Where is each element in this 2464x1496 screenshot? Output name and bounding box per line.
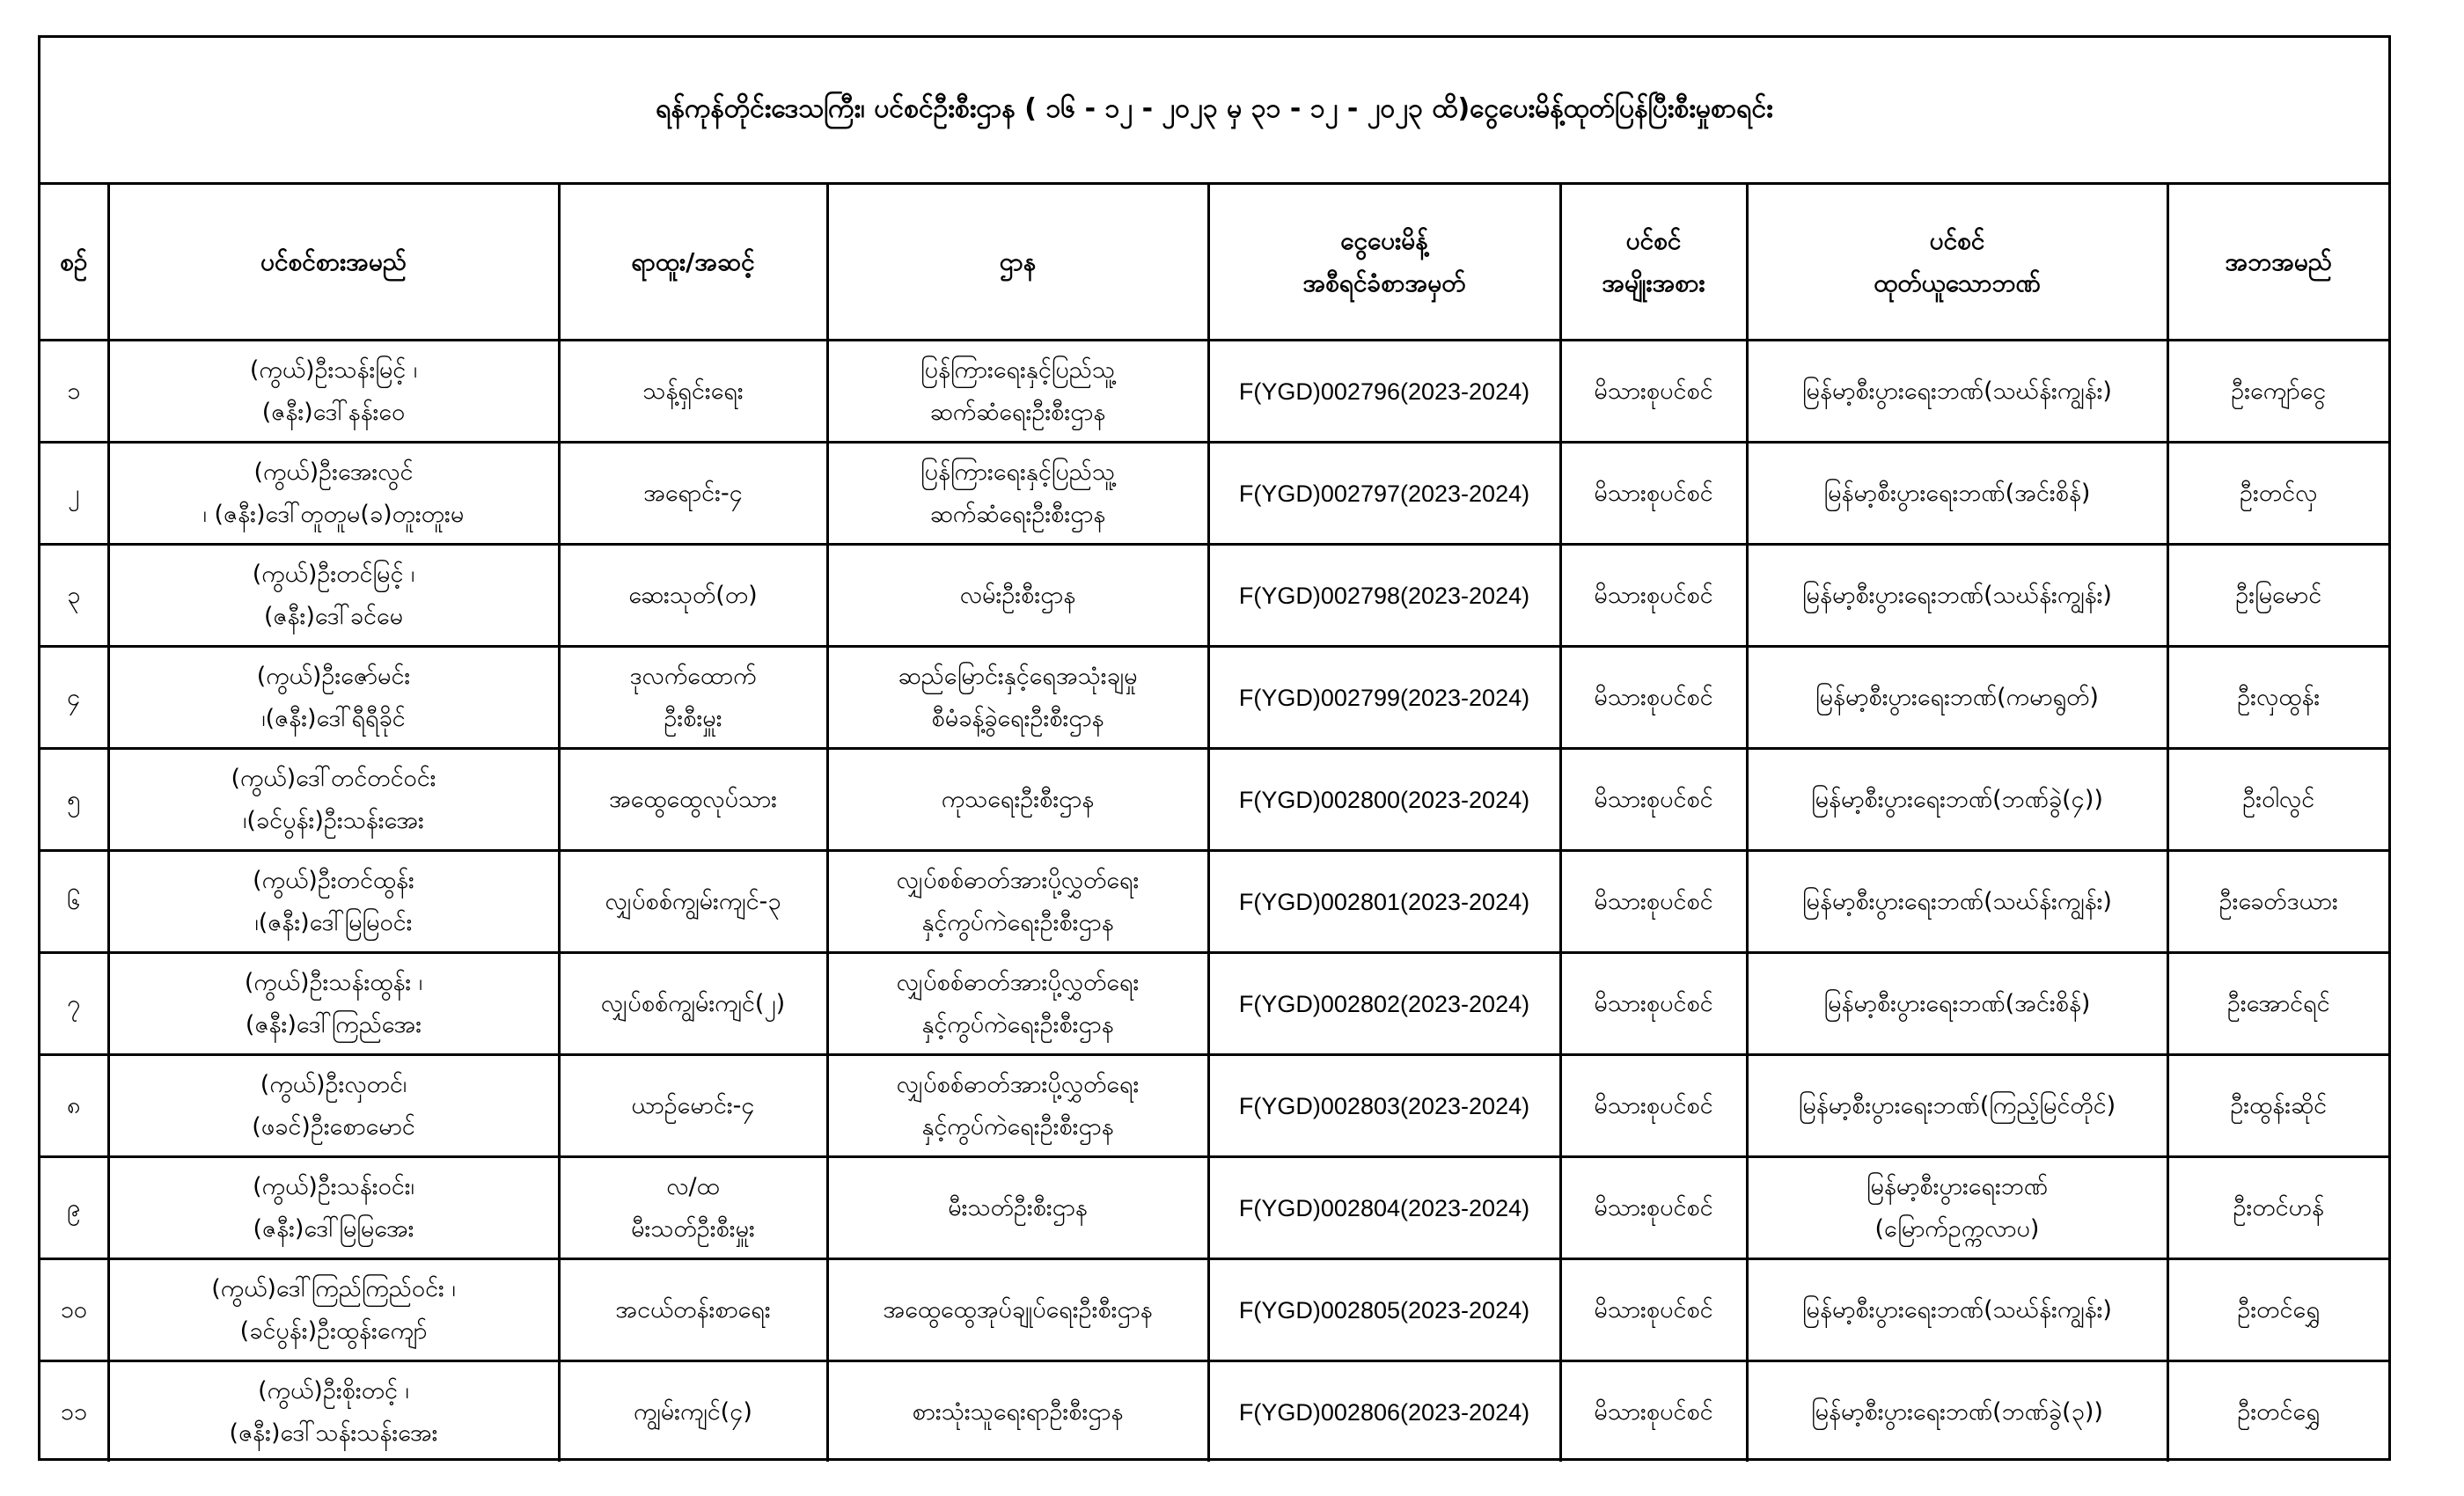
- row-no: ၇: [67, 989, 81, 1017]
- rank-line1: သန့်ရှင်းရေး: [642, 377, 744, 405]
- pensioner-name-line2: (ဇနီး)ဒေါ်နန်းဝေ: [261, 398, 406, 426]
- bank-line1: မြန်မာ့စီးပွားရေးဘဏ်(သဃ်န်းကျွန်း): [1802, 377, 2112, 405]
- header-permit: [1208, 185, 1560, 341]
- row-no-cell: [40, 749, 108, 851]
- pensioner-name-line2: ၊(ဇနီး)ဒေါ်မြမြဝင်း: [254, 908, 413, 936]
- row-no-cell: [40, 1361, 108, 1463]
- bank-cell: [1747, 851, 2167, 953]
- bank-line1: မြန်မာ့စီးပွားရေးဘဏ်: [1866, 1172, 2049, 1200]
- permit-number: F(YGD)002802(2023-2024): [1238, 990, 1530, 1017]
- row-no-cell: [40, 953, 108, 1055]
- table-row: [40, 851, 2388, 953]
- department-line1: မီးသတ်ဦးစီးဌာန: [948, 1193, 1088, 1221]
- father-name: ဦးကျော်ငွေ: [2231, 377, 2327, 405]
- pensioner-name-cell: [108, 1055, 559, 1157]
- pensioner-name-line2: (ဇနီး)ဒေါ်မြမြအေး: [253, 1214, 414, 1243]
- pensioner-name-line2: ၊ (ဇနီး)ဒေါ်တူတူမ(ခ)တူးတူးမ: [202, 500, 465, 528]
- rank-line2: မီးသတ်ဦးစီးမှူး: [631, 1214, 755, 1243]
- bank-cell: [1747, 1157, 2167, 1259]
- header-type: [1560, 185, 1747, 341]
- department-line2: နှင့်ကွပ်ကဲရေးဦးစီးဌာန: [921, 908, 1114, 936]
- pension-type: မိသားစုပင်စင်: [1594, 377, 1713, 405]
- rank-cell: [559, 851, 827, 953]
- bank-cell: [1747, 647, 2167, 749]
- pensioner-name-cell: [108, 1259, 559, 1361]
- permit-number: F(YGD)002806(2023-2024): [1238, 1398, 1530, 1426]
- permit-number: F(YGD)002796(2023-2024): [1238, 378, 1530, 405]
- department-line2: စီမံခန့်ခွဲရေးဦးစီးဌာန: [931, 704, 1104, 732]
- department-line1: လျှပ်စစ်ဓာတ်အားပို့လွှတ်ရေး: [896, 1070, 1140, 1098]
- permit-cell: [1208, 341, 1560, 443]
- row-no: ၂: [68, 479, 80, 507]
- rank-cell: [559, 1361, 827, 1463]
- pension-type: မိသားစုပင်စင်: [1594, 1295, 1713, 1324]
- department-cell: [827, 443, 1208, 545]
- pension-type-cell: [1560, 953, 1747, 1055]
- permit-number: F(YGD)002805(2023-2024): [1238, 1296, 1530, 1324]
- bank-line1: မြန်မာ့စီးပွားရေးဘဏ်(ဘဏ်ခွဲ(၄)): [1811, 785, 2103, 813]
- table-row: [40, 1361, 2388, 1463]
- permit-number: F(YGD)002803(2023-2024): [1238, 1092, 1530, 1119]
- rank-line1: ကျွမ်းကျင်(၄): [634, 1397, 752, 1426]
- rank-line1: လ/ထ: [666, 1172, 720, 1200]
- rank-line1: အငယ်တန်းစာရေး: [615, 1295, 771, 1324]
- pension-type: မိသားစုပင်စင်: [1594, 989, 1713, 1017]
- pensioner-name-line2: (ဇနီး)ဒေါ်ကြည်အေး: [245, 1010, 422, 1038]
- row-no-cell: [40, 1157, 108, 1259]
- row-no: ၅: [67, 785, 81, 813]
- table-row: [40, 749, 2388, 851]
- department-line1: ကုသရေးဦးစီးဌာန: [941, 785, 1095, 813]
- pension-type: မိသားစုပင်စင်: [1594, 1193, 1713, 1221]
- rank-line2: ဦးစီးမှူး: [664, 704, 722, 732]
- father-name: ဦးဝါလွင်: [2242, 785, 2315, 813]
- permit-number: F(YGD)002800(2023-2024): [1238, 786, 1530, 813]
- row-no-cell: [40, 341, 108, 443]
- bank-line1: မြန်မာ့စီးပွားရေးဘဏ်(ဘဏ်ခွဲ(၃)): [1811, 1397, 2103, 1426]
- pension-type: မိသားစုပင်စင်: [1594, 581, 1713, 609]
- rank-cell: [559, 341, 827, 443]
- father-name: ဦးလှထွန်း: [2237, 683, 2321, 711]
- rank-line1: ဆေးသုတ်(တ): [628, 581, 758, 609]
- pension-type-cell: [1560, 1157, 1747, 1259]
- header-father: အဘအမည်: [2167, 185, 2388, 341]
- pensioner-name-line1: (ကွယ်)ဦးဇော်မင်း: [256, 662, 411, 690]
- rank-cell: [559, 647, 827, 749]
- department-cell: [827, 545, 1208, 647]
- header-permit-line2: အစီရင်ခံစာအမှတ်: [1302, 268, 1466, 297]
- report-title: ရန်ကုန်တိုင်းဒေသကြီး၊ ပင်စင်ဦးစီးဌာန ( ၁၆ - ၁၂ - ၂၀၂၃ မှ ၃၁ - ၁၂ - ၂၀၂၃ ထိ)ငွေပေးမိန့်ထုတ်ပြန်ပြီးစီးမှုစာရင်း: [40, 38, 2388, 185]
- bank-line1: မြန်မာ့စီးပွားရေးဘဏ်(သဃ်န်းကျွန်း): [1802, 1295, 2112, 1324]
- department-line1: လမ်းဦးစီးဌာန: [959, 581, 1076, 609]
- row-no: ၃: [67, 581, 81, 609]
- rank-cell: [559, 443, 827, 545]
- father-name-cell: [2167, 953, 2388, 1055]
- father-name: ဦးတင်ရွှေ: [2237, 1295, 2321, 1324]
- table-row: [40, 1157, 2388, 1259]
- row-no: ၁၀: [60, 1295, 87, 1324]
- permit-number: F(YGD)002797(2023-2024): [1238, 480, 1530, 507]
- permit-cell: [1208, 851, 1560, 953]
- father-name: ဦးထွန်းဆိုင်: [2230, 1091, 2328, 1119]
- row-no: ၈: [67, 1091, 81, 1119]
- permit-number: F(YGD)002804(2023-2024): [1238, 1194, 1530, 1221]
- header-type-line2: အမျိုးအစား: [1602, 268, 1705, 297]
- pensioner-name-cell: [108, 545, 559, 647]
- bank-line1: မြန်မာ့စီးပွားရေးဘဏ်(အင်းစိန်): [1823, 479, 2091, 507]
- bank-cell: [1747, 1259, 2167, 1361]
- pensioner-name-cell: [108, 1361, 559, 1463]
- table-row: [40, 953, 2388, 1055]
- father-name-cell: [2167, 1055, 2388, 1157]
- pension-type: မိသားစုပင်စင်: [1594, 785, 1713, 813]
- pensioner-name-line1: (ကွယ်)ဦးသန်းဝင်း၊: [253, 1172, 414, 1200]
- father-name-cell: [2167, 1361, 2388, 1463]
- department-cell: [827, 647, 1208, 749]
- department-cell: [827, 1259, 1208, 1361]
- permit-cell: [1208, 1361, 1560, 1463]
- bank-line1: မြန်မာ့စီးပွားရေးဘဏ်(အင်းစိန်): [1823, 989, 2091, 1017]
- bank-cell: [1747, 545, 2167, 647]
- bank-line1: မြန်မာ့စီးပွားရေးဘဏ်(ကြည့်မြင်တိုင်): [1798, 1091, 2116, 1119]
- pensioner-name-line1: (ကွယ်)ဦးတင်ထွန်း: [253, 866, 414, 894]
- department-line1: ပြန်ကြားရေးနှင့်ပြည်သူ့: [920, 356, 1115, 384]
- row-no-cell: [40, 1055, 108, 1157]
- father-name-cell: [2167, 1259, 2388, 1361]
- pensioner-name-cell: [108, 443, 559, 545]
- row-no-cell: [40, 443, 108, 545]
- header-rank: ရာထူး/အဆင့်: [559, 185, 827, 341]
- rank-line1: ဒုလက်ထောက်: [629, 662, 757, 690]
- rank-cell: [559, 1055, 827, 1157]
- pension-report-sheet: [38, 35, 2391, 1461]
- row-no-cell: [40, 647, 108, 749]
- permit-cell: [1208, 647, 1560, 749]
- row-no: ၁၁: [60, 1397, 87, 1426]
- pensioner-name-line2: (ဇနီး)ဒေါ်သန်းသန်းအေး: [229, 1419, 438, 1447]
- department-line2: ဆက်ဆံရေးဦးစီးဌာန: [929, 500, 1106, 528]
- father-name-cell: [2167, 545, 2388, 647]
- department-cell: [827, 851, 1208, 953]
- header-type-line1: ပင်စင်: [1625, 225, 1682, 255]
- permit-number: F(YGD)002798(2023-2024): [1238, 582, 1530, 609]
- pensioner-name-line2: ၊(ခင်ပွန်း)ဦးသန်းအေး: [243, 806, 424, 834]
- rank-line1: လျှပ်စစ်ကျွမ်းကျင်-၃: [605, 887, 781, 915]
- bank-line2: (မြောက်ဥက္ကလာပ): [1874, 1214, 2040, 1243]
- department-line1: ဆည်မြောင်းနှင့်ရေအသုံးချမှု: [898, 662, 1138, 690]
- department-line1: အထွေထွေအုပ်ချုပ်ရေးဦးစီးဌာန: [883, 1295, 1153, 1324]
- pension-type-cell: [1560, 1361, 1747, 1463]
- table-header-row: [40, 185, 2388, 341]
- table-row: [40, 341, 2388, 443]
- permit-cell: [1208, 1055, 1560, 1157]
- row-no: ၆: [67, 887, 81, 915]
- header-bank-line2: ထုတ်ယူသောဘဏ်: [1874, 268, 2041, 297]
- header-bank: [1747, 185, 2167, 341]
- department-line2: ဆက်ဆံရေးဦးစီးဌာန: [929, 398, 1106, 426]
- department-cell: [827, 341, 1208, 443]
- permit-cell: [1208, 1157, 1560, 1259]
- father-name-cell: [2167, 341, 2388, 443]
- rank-cell: [559, 953, 827, 1055]
- pensioner-name-line2: (ခင်ပွန်း)ဦးထွန်းကျော်: [239, 1316, 428, 1345]
- father-name-cell: [2167, 443, 2388, 545]
- rank-cell: [559, 1157, 827, 1259]
- pensioner-name-line1: (ကွယ်)ဦးသန်းထွန်း ၊: [244, 968, 423, 996]
- pension-type-cell: [1560, 1055, 1747, 1157]
- rank-cell: [559, 1259, 827, 1361]
- pension-type-cell: [1560, 1259, 1747, 1361]
- pensioner-name-line1: (ကွယ်)ဦးသန်းမြင့် ၊: [249, 356, 418, 384]
- permit-cell: [1208, 749, 1560, 851]
- permit-cell: [1208, 443, 1560, 545]
- department-line1: လျှပ်စစ်ဓာတ်အားပို့လွှတ်ရေး: [896, 866, 1140, 894]
- father-name-cell: [2167, 851, 2388, 953]
- row-no: ၄: [67, 683, 81, 711]
- row-no: ၉: [67, 1193, 81, 1221]
- father-name-cell: [2167, 647, 2388, 749]
- permit-number: F(YGD)002801(2023-2024): [1238, 888, 1530, 915]
- pension-type-cell: [1560, 443, 1747, 545]
- pension-type-cell: [1560, 851, 1747, 953]
- header-name: ပင်စင်စားအမည်: [108, 185, 559, 341]
- pensioner-name-line1: (ကွယ်)ဒေါ်ကြည်ကြည်ဝင်း ၊: [211, 1274, 456, 1302]
- bank-line1: မြန်မာ့စီးပွားရေးဘဏ်(သဃ်န်းကျွန်း): [1802, 887, 2112, 915]
- bank-cell: [1747, 1361, 2167, 1463]
- table-row: [40, 545, 2388, 647]
- father-name-cell: [2167, 749, 2388, 851]
- pension-type-cell: [1560, 749, 1747, 851]
- department-line1: စားသုံးသူရေးရာဦးစီးဌာန: [912, 1397, 1124, 1426]
- father-name: ဦးတင်ဟန်: [2233, 1193, 2324, 1221]
- header-bank-line1: ပင်စင်: [1929, 225, 1985, 255]
- pensioner-name-line1: (ကွယ်)ဦးလှတင်၊: [260, 1070, 407, 1098]
- rank-line1: အရောင်း-၄: [643, 479, 743, 507]
- bank-line1: မြန်မာ့စီးပွားရေးဘဏ်(ကမာရွတ်): [1815, 683, 2099, 711]
- rank-line1: လျှပ်စစ်ကျွမ်းကျင်(၂): [600, 989, 786, 1017]
- table-row: [40, 1055, 2388, 1157]
- permit-cell: [1208, 1259, 1560, 1361]
- row-no: ၁: [67, 377, 81, 405]
- pension-type: မိသားစုပင်စင်: [1594, 1091, 1713, 1119]
- pensioner-name-line1: (ကွယ်)ဒေါ်တင်တင်ဝင်း: [231, 764, 436, 792]
- father-name: ဦးတင်ရွှေ: [2237, 1397, 2321, 1426]
- pension-type: မိသားစုပင်စင်: [1594, 887, 1713, 915]
- pension-type-cell: [1560, 647, 1747, 749]
- pension-type-cell: [1560, 545, 1747, 647]
- pensioner-name-line1: (ကွယ်)ဦးတင်မြင့် ၊: [252, 560, 415, 588]
- pensioner-name-cell: [108, 749, 559, 851]
- pension-type: မိသားစုပင်စင်: [1594, 683, 1713, 711]
- permit-cell: [1208, 545, 1560, 647]
- header-department: ဌာန: [827, 185, 1208, 341]
- bank-cell: [1747, 341, 2167, 443]
- header-permit-line1: ငွေပေးမိန့်: [1340, 225, 1428, 255]
- rank-cell: [559, 749, 827, 851]
- father-name: ဦးတင်လှ: [2240, 479, 2318, 507]
- father-name: ဦးအောင်ရင်: [2226, 989, 2330, 1017]
- pensioner-name-cell: [108, 953, 559, 1055]
- header-no: စဉ်: [40, 185, 108, 341]
- pensioner-name-cell: [108, 647, 559, 749]
- bank-cell: [1747, 953, 2167, 1055]
- father-name: ဦးမြမောင်: [2235, 581, 2322, 609]
- bank-cell: [1747, 443, 2167, 545]
- pensioner-name-cell: [108, 341, 559, 443]
- department-cell: [827, 1361, 1208, 1463]
- pension-type: မိသားစုပင်စင်: [1594, 479, 1713, 507]
- department-cell: [827, 953, 1208, 1055]
- department-line1: ပြန်ကြားရေးနှင့်ပြည်သူ့: [920, 458, 1115, 486]
- table-row: [40, 647, 2388, 749]
- row-no-cell: [40, 851, 108, 953]
- pensioner-name-cell: [108, 851, 559, 953]
- department-line2: နှင့်ကွပ်ကဲရေးဦးစီးဌာန: [921, 1010, 1114, 1038]
- father-name: ဦးခေတ်ဒယား: [2218, 887, 2338, 915]
- pension-type: မိသားစုပင်စင်: [1594, 1397, 1713, 1426]
- bank-cell: [1747, 749, 2167, 851]
- department-line1: လျှပ်စစ်ဓာတ်အားပို့လွှတ်ရေး: [896, 968, 1140, 996]
- pension-type-cell: [1560, 341, 1747, 443]
- table-row: [40, 443, 2388, 545]
- rank-cell: [559, 545, 827, 647]
- pensioner-name-line1: (ကွယ်)ဦးအေးလွင်: [253, 458, 414, 486]
- bank-cell: [1747, 1055, 2167, 1157]
- pensioner-name-line2: ၊(ဇနီး)ဒေါ်ရီရီခိုင်: [261, 704, 406, 732]
- department-cell: [827, 749, 1208, 851]
- row-no-cell: [40, 545, 108, 647]
- rank-line1: အထွေထွေလုပ်သား: [608, 785, 778, 813]
- rank-line1: ယာဉ်မောင်း-၄: [631, 1091, 755, 1119]
- pensioner-name-line2: (ဖခင်)ဦးစောမောင်: [252, 1112, 415, 1140]
- pensioner-name-line2: (ဇနီး)ဒေါ်ခင်မေ: [263, 602, 404, 630]
- permit-cell: [1208, 953, 1560, 1055]
- pensioner-name-line1: (ကွယ်)ဦးစိုးတင့် ၊: [258, 1376, 409, 1404]
- father-name-cell: [2167, 1157, 2388, 1259]
- row-no-cell: [40, 1259, 108, 1361]
- pension-table: [40, 185, 2388, 1462]
- department-cell: [827, 1055, 1208, 1157]
- bank-line1: မြန်မာ့စီးပွားရေးဘဏ်(သဃ်န်းကျွန်း): [1802, 581, 2112, 609]
- table-row: [40, 1259, 2388, 1361]
- department-line2: နှင့်ကွပ်ကဲရေးဦးစီးဌာန: [921, 1112, 1114, 1140]
- permit-number: F(YGD)002799(2023-2024): [1238, 684, 1530, 711]
- pensioner-name-cell: [108, 1157, 559, 1259]
- department-cell: [827, 1157, 1208, 1259]
